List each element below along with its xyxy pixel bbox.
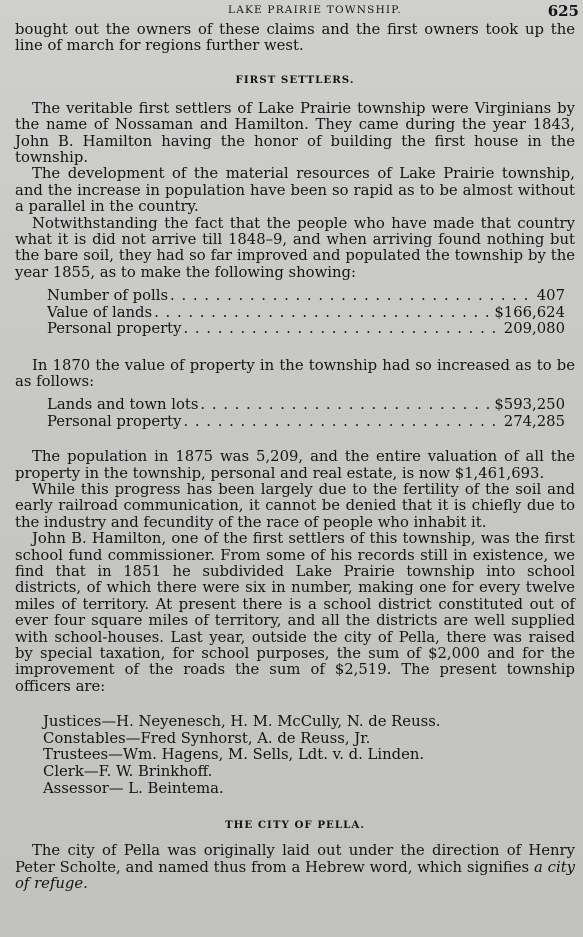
- running-title: LAKE PRAIRIE TOWNSHIP.: [228, 4, 402, 16]
- leader-dots: [200, 397, 492, 413]
- stats-value: 274,285: [503, 413, 565, 430]
- emphasis-text: a city of refuge.: [15, 858, 575, 892]
- stats-label: Personal property: [47, 321, 182, 338]
- officer-line: Constables—Fred Synhorst, A. de Reuss, Jr.: [43, 729, 371, 747]
- section-heading-first-settlers: FIRST SETTLERS.: [235, 73, 355, 86]
- stats-row: [47, 288, 565, 304]
- paragraph-notwithstanding: Notwithstanding the fact that the people who have made that country what it is did not arrive till 1848–9, and when arriving found nothing but the bare soil, they had so far improved and populated the township by the year 1855, as to make the following showing:: [15, 214, 575, 281]
- stats-label: Lands and town lots: [47, 397, 199, 414]
- stats-value: 209,080: [503, 321, 565, 338]
- paragraph-text: The city of Pella was originally laid out under the direction of Henry Peter Scholte, and named thus from a Hebrew word, which signifies: [15, 842, 575, 876]
- paragraph-progress: While this progress has been largely due to the fertility of the soil and early railroad communication, it cannot be denied that it is chiefly due to the industry and fecundity of the race of people who inhabit it.: [15, 480, 575, 531]
- continuation-paragraph: bought out the owners of these claims and the first owners took up the line of march for regions further west.: [15, 21, 575, 55]
- leader-dots: [154, 305, 492, 321]
- section-heading-city-of-pella: THE CITY OF PELLA.: [225, 819, 365, 832]
- officer-line: Clerk—F. W. Brinkhoff.: [43, 763, 213, 780]
- officer-line: Assessor— L. Beintema.: [43, 779, 224, 797]
- stats-row: [47, 321, 565, 337]
- stats-value: $166,624: [494, 304, 565, 321]
- page-number: 625: [547, 2, 579, 20]
- paragraph-first-settlers: The veritable first settlers of Lake Prairie township were Virginians by the name of Nossaman and Hamilton. They came during the year 1843, John B. Hamilton having the honor of building the first house in the township.: [15, 99, 575, 167]
- officer-line: Trustees—Wm. Hagens, M. Sells, Ldt. v. d. Linden.: [43, 746, 425, 764]
- stats-label: Personal property: [47, 413, 182, 430]
- township-officers-list: [43, 714, 575, 797]
- stats-row: [47, 397, 565, 413]
- paragraph-school-fund: John B. Hamilton, one of the first settlers of this township, was the first school fund commissioner. From some of his records still in existence, we find that in 1851 he subdivided Lake Prairie township into school districts, of which there were six in number, making one for every twelve miles of territory. At present there is a school district constituted out of ever four square miles of territory, and all the districts are well supplied with school-houses. Last year, outside the city of Pella, there was raised by special taxation, for school purposes, the sum of $2,000 and for the improvement of the roads the sum of $2,519. The present township officers are:: [15, 530, 575, 695]
- stats-label: Value of lands: [47, 304, 153, 321]
- paragraph-development: The development of the material resources of Lake Prairie township, and the increase in population have been so rapid as to be almost without a parallel in the country.: [15, 165, 575, 216]
- officer-line: Justices—H. Neyenesch, H. M. McCully, N. de Reuss.: [43, 713, 441, 731]
- paragraph-1870: In 1870 the value of property in the township had so increased as to be as follows:: [15, 356, 575, 390]
- stats-row: [47, 305, 565, 321]
- stats-row: [47, 414, 565, 430]
- stats-value: $593,250: [494, 397, 565, 414]
- leader-dots: [170, 288, 535, 304]
- leader-dots: [183, 321, 501, 337]
- stats-table-1870: [47, 397, 565, 430]
- paragraph-city-of-pella: [15, 843, 575, 892]
- stats-label: Number of polls: [47, 288, 169, 305]
- leader-dots: [183, 414, 501, 430]
- stats-value: 407: [536, 288, 565, 305]
- stats-table-1855: [47, 288, 565, 337]
- paragraph-population-1875: The population in 1875 was 5,209, and the entire valuation of all the property in the township, personal and real estate, is now $1,461,693.: [15, 448, 575, 482]
- running-head: [15, 2, 579, 22]
